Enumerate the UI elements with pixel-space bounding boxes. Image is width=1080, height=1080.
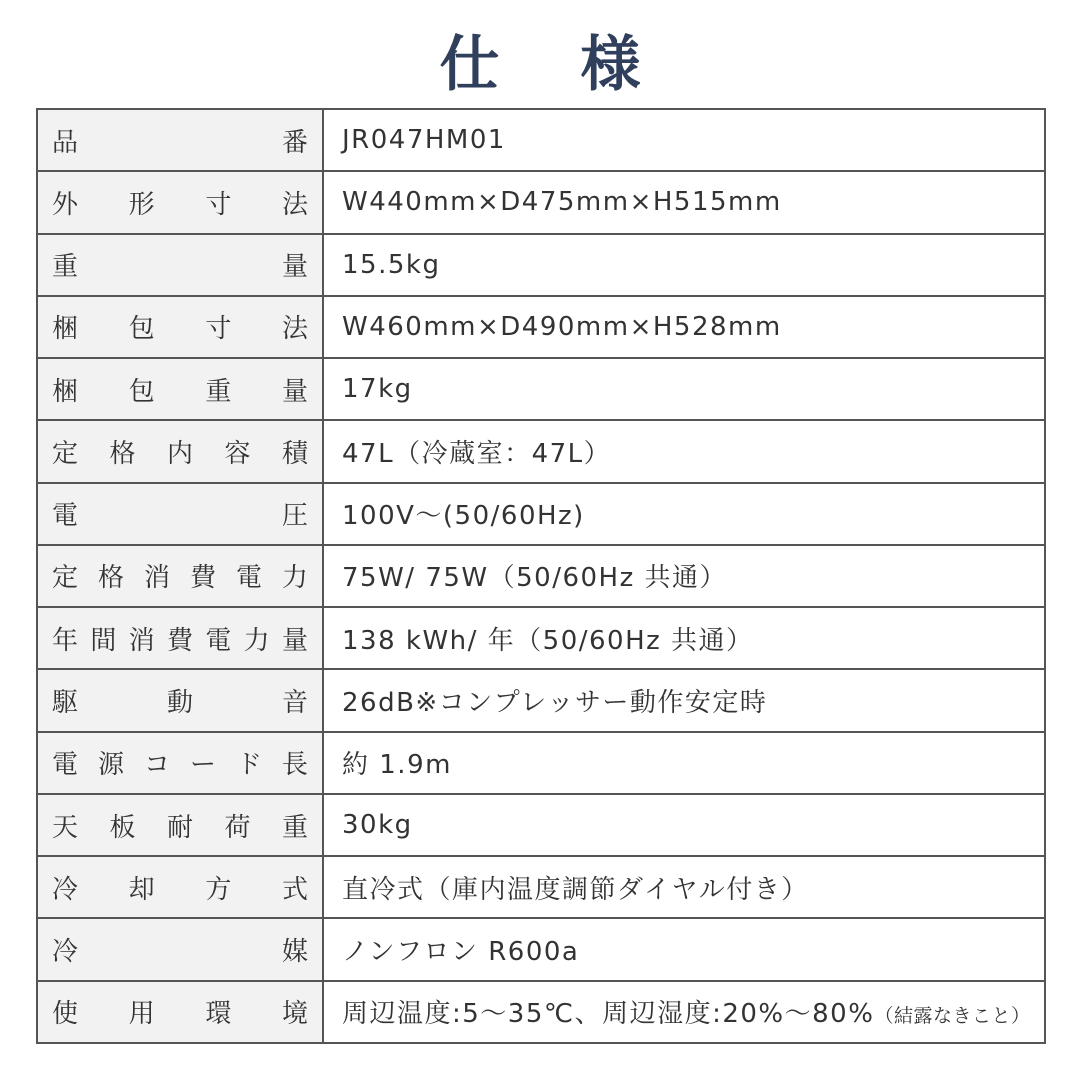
spec-label-text: 年 間 消 費 電 力 量 bbox=[52, 625, 308, 656]
spec-label-text: 天 板 耐 荷 重 bbox=[52, 812, 308, 843]
spec-value bbox=[323, 234, 1045, 296]
spec-row bbox=[37, 981, 1045, 1043]
spec-label-text: 外 形 寸 法 bbox=[52, 189, 308, 220]
spec-value-note: （結露なきこと） bbox=[874, 1005, 1031, 1028]
spec-row bbox=[37, 234, 1045, 296]
spec-label bbox=[37, 420, 323, 482]
spec-value-text: 100V〜(50/60Hz) bbox=[342, 501, 585, 532]
spec-label-text: 冷 却 方 式 bbox=[52, 874, 308, 905]
spec-row bbox=[37, 607, 1045, 669]
spec-value bbox=[323, 545, 1045, 607]
spec-row bbox=[37, 856, 1045, 918]
spec-value-text: 約 1.9m bbox=[342, 750, 452, 781]
spec-row bbox=[37, 296, 1045, 358]
spec-label-text: 重 量 bbox=[52, 252, 308, 283]
spec-value bbox=[323, 296, 1045, 358]
spec-label-text: 梱 包 重 量 bbox=[52, 376, 308, 407]
spec-label-text: 定 格 消 費 電 力 bbox=[52, 563, 308, 594]
spec-value bbox=[323, 607, 1045, 669]
spec-row bbox=[37, 483, 1045, 545]
spec-row bbox=[37, 732, 1045, 794]
spec-label bbox=[37, 171, 323, 233]
spec-value bbox=[323, 420, 1045, 482]
spec-label-text: 冷 媒 bbox=[52, 937, 308, 968]
spec-label-text: 使 用 環 境 bbox=[52, 999, 308, 1030]
spec-value-text: W440mm×D475mm×H515mm bbox=[342, 187, 782, 218]
spec-label bbox=[37, 234, 323, 296]
spec-label-text: 定 格 内 容 積 bbox=[52, 438, 308, 469]
spec-value-text: ノンフロン R600a bbox=[342, 937, 580, 968]
spec-label bbox=[37, 856, 323, 918]
spec-label bbox=[37, 918, 323, 980]
spec-label-text: 品 番 bbox=[52, 127, 308, 158]
spec-row bbox=[37, 171, 1045, 233]
spec-value bbox=[323, 483, 1045, 545]
spec-label bbox=[37, 669, 323, 731]
spec-label bbox=[37, 607, 323, 669]
spec-row bbox=[37, 669, 1045, 731]
spec-row bbox=[37, 545, 1045, 607]
spec-label bbox=[37, 483, 323, 545]
page-title: 仕 様 bbox=[439, 30, 671, 100]
spec-row bbox=[37, 358, 1045, 420]
spec-label bbox=[37, 296, 323, 358]
spec-value-text: 26dB※コンプレッサー動作安定時 bbox=[342, 688, 768, 719]
spec-value bbox=[323, 358, 1045, 420]
spec-value-text: W460mm×D490mm×H528mm bbox=[342, 311, 782, 342]
spec-value-text: 75W/ 75W（50/60Hz 共通） bbox=[342, 563, 727, 594]
spec-label bbox=[37, 732, 323, 794]
spec-label bbox=[37, 109, 323, 171]
spec-row bbox=[37, 918, 1045, 980]
spec-value-text: 138 kWh/ 年（50/60Hz 共通） bbox=[342, 625, 754, 656]
spec-label-text: 駆 動 音 bbox=[52, 688, 308, 719]
spec-row bbox=[37, 794, 1045, 856]
spec-label-text: 電 源 コ ー ド 長 bbox=[52, 750, 308, 781]
spec-label-text: 梱 包 寸 法 bbox=[52, 314, 308, 345]
spec-label-text: 電 圧 bbox=[52, 501, 308, 532]
spec-row bbox=[37, 109, 1045, 171]
spec-value-text: 17kg bbox=[342, 374, 413, 405]
spec-value bbox=[323, 171, 1045, 233]
spec-label bbox=[37, 794, 323, 856]
spec-label bbox=[37, 545, 323, 607]
spec-value-text: 47L（冷蔵室：47L） bbox=[342, 438, 612, 469]
spec-value bbox=[323, 981, 1045, 1043]
spec-value bbox=[323, 794, 1045, 856]
spec-value-text: 周辺温度:5〜35℃、周辺湿度:20%〜80% bbox=[342, 999, 875, 1030]
spec-value bbox=[323, 918, 1045, 980]
spec-row bbox=[37, 420, 1045, 482]
spec-value-text: 15.5kg bbox=[342, 249, 441, 280]
spec-label bbox=[37, 981, 323, 1043]
spec-table bbox=[36, 108, 1046, 1044]
spec-value bbox=[323, 732, 1045, 794]
spec-value-text: 30kg bbox=[342, 810, 413, 841]
spec-value bbox=[323, 856, 1045, 918]
spec-label bbox=[37, 358, 323, 420]
spec-value-text: 直冷式（庫内温度調節ダイヤル付き） bbox=[342, 874, 809, 905]
spec-value-text: JR047HM01 bbox=[342, 125, 506, 156]
spec-value bbox=[323, 109, 1045, 171]
spec-value bbox=[323, 669, 1045, 731]
